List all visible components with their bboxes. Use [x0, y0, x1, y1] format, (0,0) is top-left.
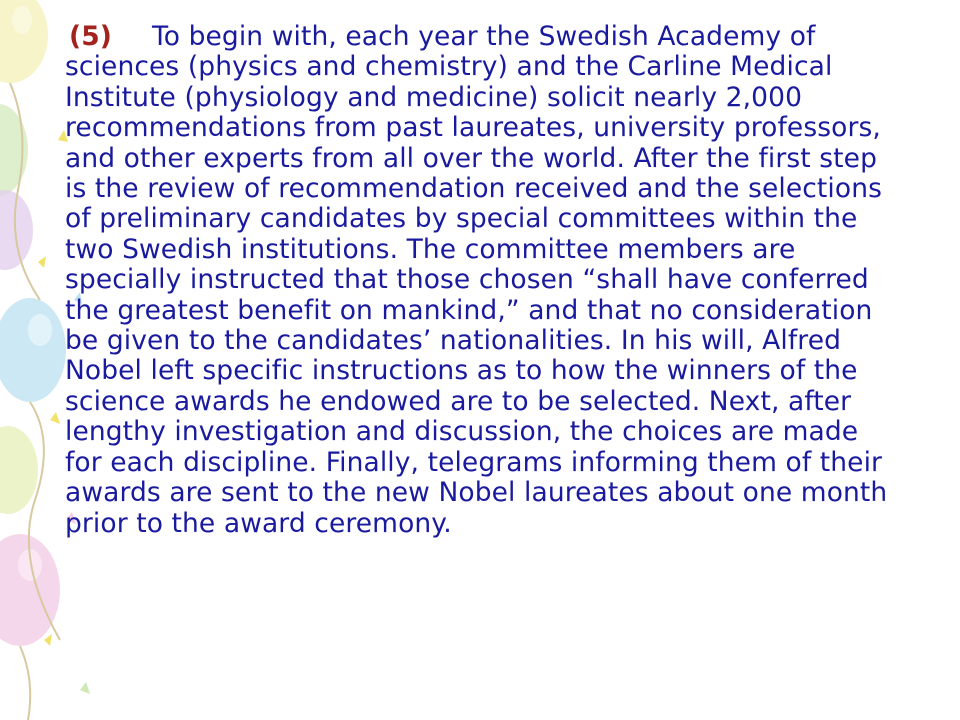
- paragraph-body: To begin with, each year the Swedish Academy of sciences (physics and chemistry) and the Carline Medical Institute (physiology and medicine) solicit nearly 2,000 recommendations from past laureates, university professors, and other experts from all over the world. After the first step is the review of recommendation received and the selections of preliminary candidates by special committees within the two Swedish institutions. The committee members are specially instructed that those chosen “shall have conferred the greatest benefit on mankind,” and that no consideration be given to the candidates’ nationalities. In his will, Alfred Nobel left specific instructions as to how the winners of the science awards he endowed are to be selected. Next, after lengthy investigation and discussion, the choices are made for each discipline. Finally, telegrams informing them of their awards are sent to the new Nobel laureates about one month prior to the award ceremony.: [65, 21, 888, 539]
- paragraph-marker: (5): [69, 21, 112, 52]
- slide-paragraph: [65, 22, 895, 539]
